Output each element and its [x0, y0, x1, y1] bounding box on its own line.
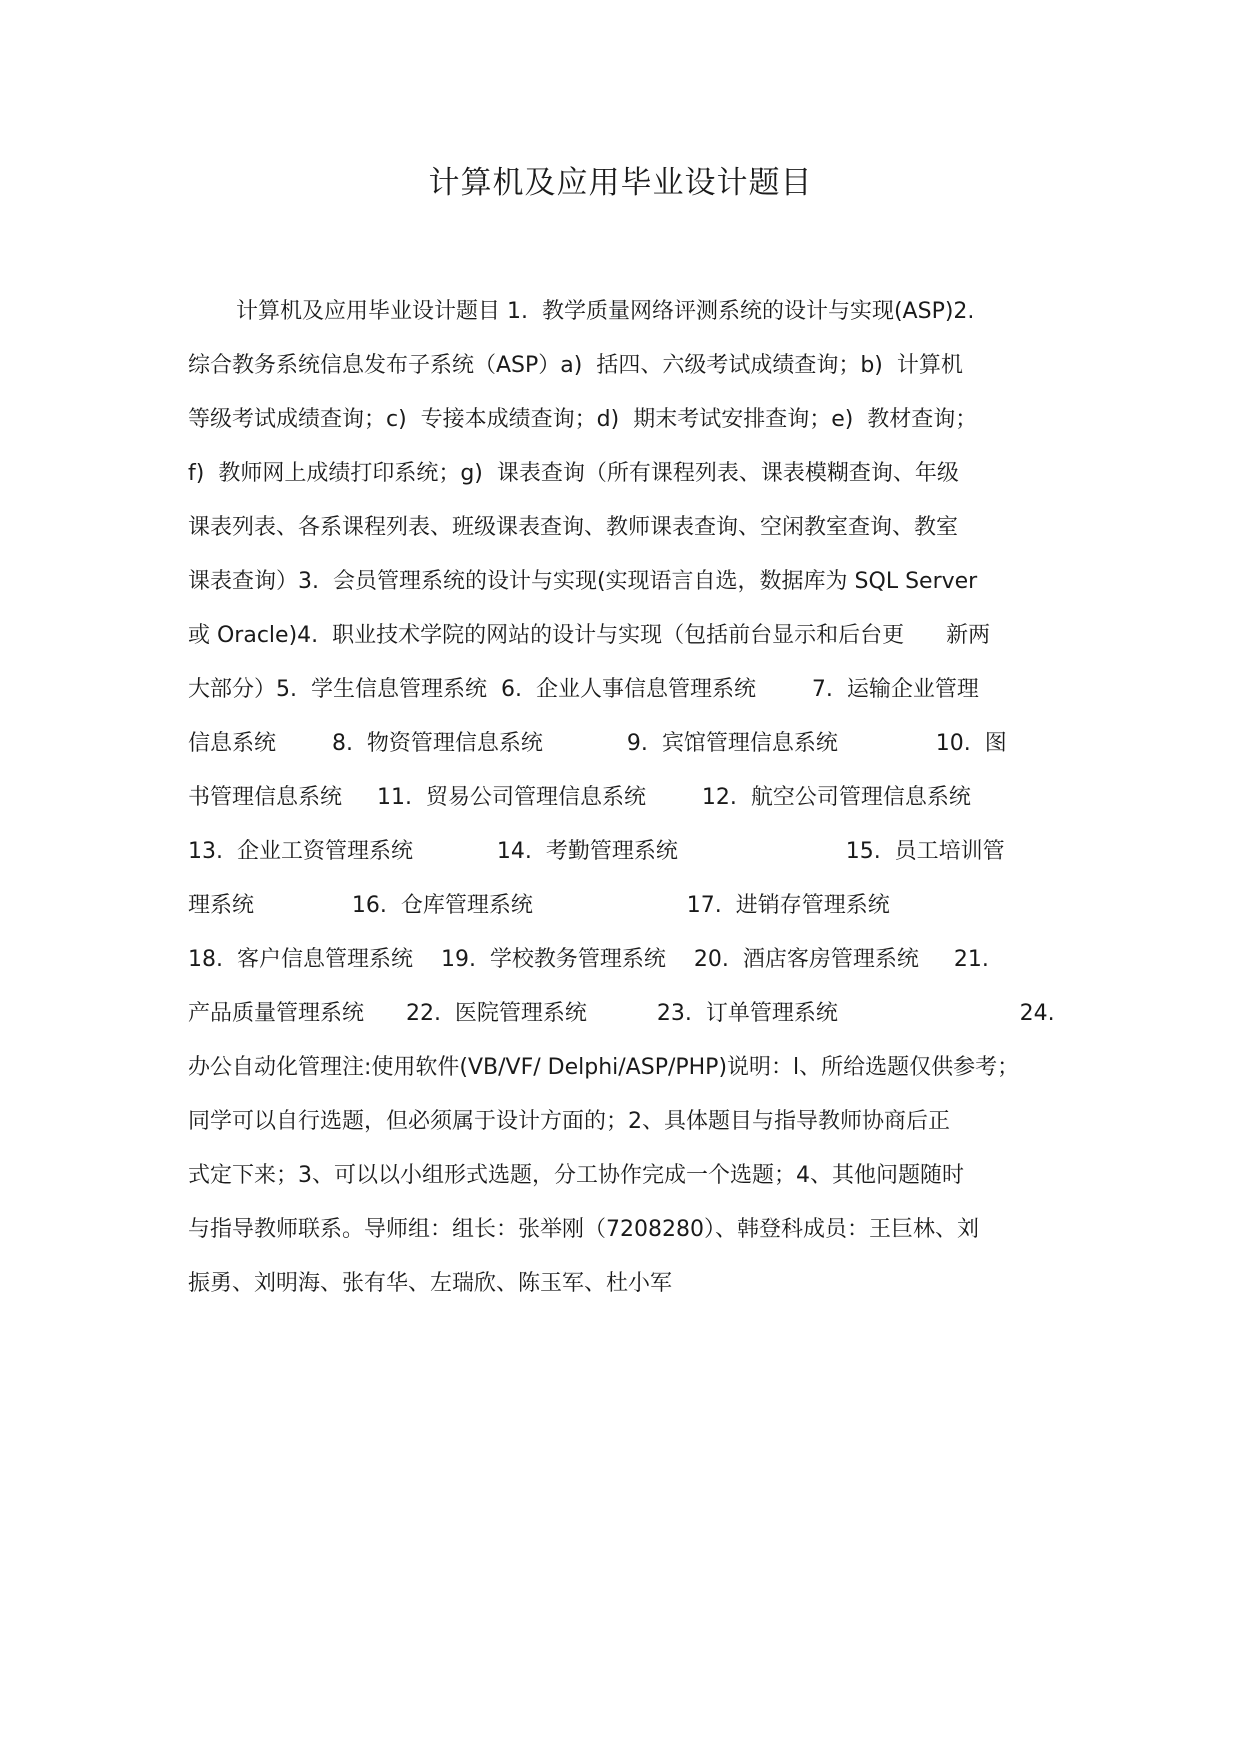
document-title: 计算机及应用毕业设计题目 — [428, 165, 813, 201]
body-line: 18. 客户信息管理系统 19. 学校教务管理系统 20. 酒店客房管理系统 21. — [188, 947, 989, 972]
body-line: 13. 企业工资管理系统 14. 考勤管理系统 15. 员工培训管 — [188, 839, 1005, 864]
body-line: 综合教务系统信息发布子系统（ASP）a) 括四、六级考试成绩查询；b) 计算机 — [188, 353, 963, 378]
body-line: 振勇、刘明海、张有华、左瑞欣、陈玉军、杜小军 — [188, 1271, 673, 1296]
body-line: 等级考试成绩查询；c) 专接本成绩查询；d) 期末考试安排查询；e) 教材查询； — [188, 407, 978, 432]
body-line: f) 教师网上成绩打印系统；g) 课表查询（所有课程列表、课表模糊查询、年级 — [188, 461, 959, 486]
body-line: 计算机及应用毕业设计题目 1. 教学质量网络评测系统的设计与实现(ASP)2. — [236, 299, 975, 324]
body-line: 产品质量管理系统 22. 医院管理系统 23. 订单管理系统 24. — [188, 1001, 1055, 1026]
body-line: 或 Oracle)4. 职业技术学院的网站的设计与实现（包括前台显示和后台更 新两 — [188, 623, 991, 648]
body-line: 大部分）5. 学生信息管理系统 6. 企业人事信息管理系统 7. 运输企业管理 — [188, 677, 979, 702]
body-line: 办公自动化管理注:使用软件(VB/VF/ Delphi/ASP/PHP)说明：l、所给选题仅供参考； — [188, 1055, 1020, 1080]
body-line: 课表列表、各系课程列表、班级课表查询、教师课表查询、空闲教室查询、教室 — [188, 515, 959, 540]
body-line: 同学可以自行选题，但必须属于设计方面的；2、具体题目与指导教师协商后正 — [188, 1109, 950, 1134]
body-line: 式定下来；3、可以以小组形式选题，分工协作完成一个选题；4、其他问题随时 — [188, 1163, 964, 1188]
body-line: 理系统 16. 仓库管理系统 17. 进销存管理系统 — [188, 893, 890, 918]
body-line: 信息系统 8. 物资管理信息系统 9. 宾馆管理信息系统 10. 图 — [188, 731, 1007, 756]
body-line: 书管理信息系统 11. 贸易公司管理信息系统 12. 航空公司管理信息系统 — [188, 785, 971, 810]
body-line: 与指导教师联系。导师组：组长：张举刚（7208280）、韩登科成员：王巨林、刘 — [188, 1217, 979, 1242]
body-line: 课表查询）3. 会员管理系统的设计与实现(实现语言自选，数据库为 SQL Server — [188, 569, 978, 594]
document-body — [188, 285, 1058, 1311]
